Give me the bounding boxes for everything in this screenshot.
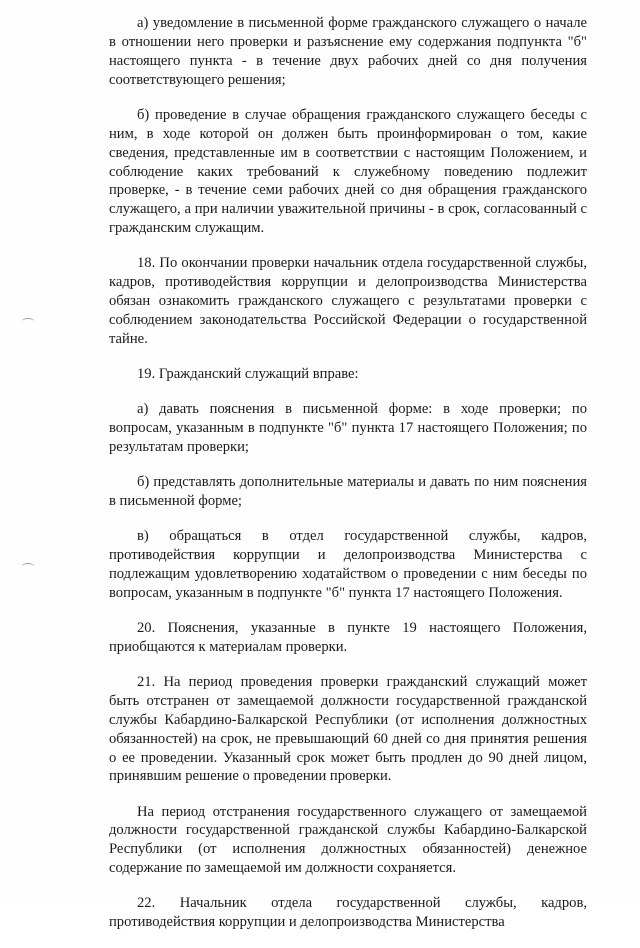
paragraph-17a: а) уведомление в письменной форме гражданского служащего о начале в отношении него проверки и разъяснение ему содержания подпункта "б" настоящего пункта - в течение двух рабочих дней со дня получения соответствующего решения;: [109, 15, 587, 88]
paragraph-17b: б) проведение в случае обращения гражданского служащего беседы с ним, в ходе которой он должен быть проинформирован о том, какие сведения, представленные им в соответствии с настоящим Положением, и соблюдение каких требований к служебному поведению подлежит проверке, - в течение семи рабочих дней со дня обращения гражданского служащего, а при наличии уважительной причины - в срок, согласованный с гражданским служащим.: [109, 106, 587, 237]
paragraph-20: 20. Пояснения, указанные в пункте 19 настоящего Положения, приобщаются к материалам проверки.: [109, 619, 587, 655]
paragraph-19: 19. Гражданский служащий вправе:: [137, 366, 359, 383]
scan-margin-mark: [22, 563, 34, 570]
document-body: [109, 14, 587, 948]
paragraph-19b: б) представлять дополнительные материалы и давать по ним пояснения в письменной форме;: [109, 474, 587, 509]
paragraph-22: 22. Начальник отдела государственной службы, кадров, противодействия коррупции и делопроизводства Министерства: [109, 895, 587, 931]
paragraph-21: 21. На период проведения проверки гражданский служащий может быть отстранен от замещаемой должности государственной гражданской службы Кабардино-Балкарской Республики (от исполнения должностных обязанностей) на срок, не превышающий 60 дней со дня принятия решения о ее проведении. Указанный срок может быть продлен до 90 дней лицом, принявшим решение о проведении проверки.: [109, 673, 587, 785]
paragraph-21-suspension: На период отстранения государственного служащего от замещаемой должности государственной гражданской службы Кабардино-Балкарской Республики (от исполнения должностных обязанностей) денежное содержание по замещаемой им должности сохраняется.: [109, 803, 587, 877]
paragraph-18: 18. По окончании проверки начальник отдела государственной службы, кадров, противодействия коррупции и делопроизводства Министерства обязан ознакомить гражданского служащего с результатами проверки с соблюдением законодательства Российской Федерации о государственной тайне.: [109, 255, 587, 347]
paragraph-19a: а) давать пояснения в письменной форме: в ходе проверки; по вопросам, указанным в подпункте "б" пункта 17 настоящего Положения; по результатам проверки;: [109, 401, 587, 455]
paragraph-19c: в) обращаться в отдел государственной службы, кадров, противодействия коррупции и делопроизводства Министерства с подлежащим удовлетворению ходатайством о проведении с ним беседы по вопросам, указанным в подпункте "б" пункта 17 настоящего Положения.: [109, 528, 587, 601]
scan-margin-mark: [22, 318, 34, 325]
